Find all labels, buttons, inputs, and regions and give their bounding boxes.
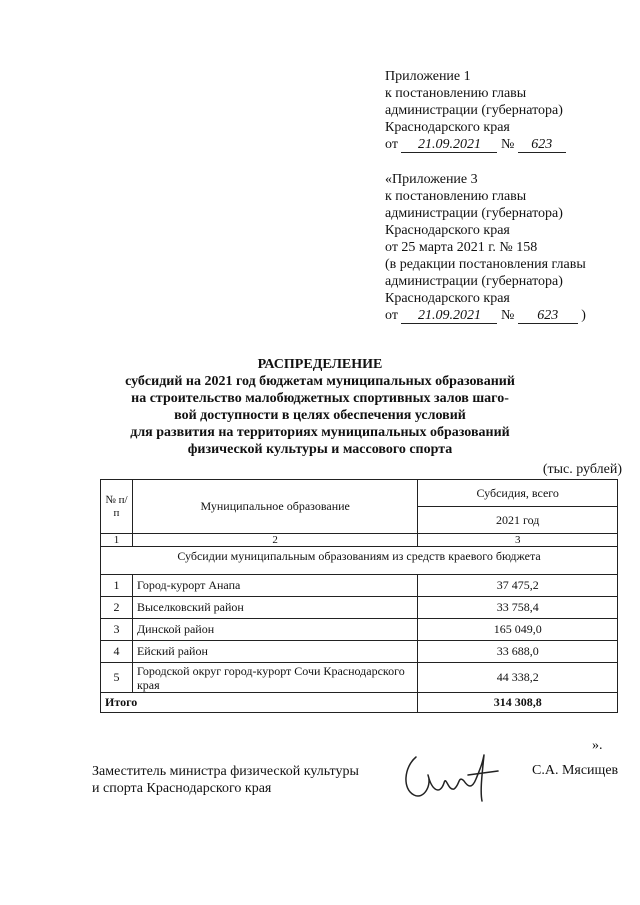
appendix-3-line: (в редакции постановления главы: [385, 257, 586, 272]
table-index-row: 1 2 3: [101, 534, 618, 547]
document-title: [90, 356, 550, 458]
handwritten-number: 623: [518, 309, 578, 324]
table-total-row: [101, 693, 618, 713]
appendix-1-line: Краснодарского края: [385, 120, 510, 135]
handwritten-signature: [398, 745, 508, 810]
appendix-3-date-line: от 21.09.2021 № 623 ): [385, 308, 586, 323]
table-row: 5 Городской округ город-курорт Сочи Краснодарского края 44 338,2: [101, 663, 618, 693]
appendix-1-line: к постановлению главы: [385, 86, 527, 101]
appendix-1-header: [385, 68, 566, 153]
appendix-3-line: к постановлению главы: [385, 189, 527, 204]
appendix-3-line: Краснодарского края: [385, 223, 510, 238]
table-row: 2 Выселковский район 33 758,4: [101, 597, 618, 619]
title-line: вой доступности в целях обеспечения условий: [174, 408, 466, 423]
distribution-table: [100, 479, 618, 713]
handwritten-date: 21.09.2021: [401, 309, 497, 324]
appendix-3-line: Краснодарского края: [385, 291, 510, 306]
table-row: 1 Город-курорт Анапа 37 475,2: [101, 575, 618, 597]
appendix-3-header: [385, 171, 586, 324]
appendix-1-date-line: от 21.09.2021 № 623: [385, 136, 566, 153]
header-subsidy: Субсидия, всего: [418, 480, 618, 507]
title-line: для развития на территориях муниципальных образований: [130, 425, 510, 440]
signatory-name: С.А. Мясищев: [532, 763, 619, 778]
table-header-row: [101, 480, 618, 507]
header-num: № п/п: [101, 480, 133, 534]
appendix-3-line: администрации (губернатора): [385, 206, 563, 221]
appendix-3-line: администрации (губернатора): [385, 274, 563, 289]
handwritten-date: 21.09.2021: [401, 138, 497, 153]
units-label: (тыс. рублей): [542, 462, 622, 477]
title-line: физической культуры и массового спорта: [187, 442, 453, 457]
signatory-position: Заместитель министра физической культуры и спорта Краснодарского края: [92, 764, 359, 796]
table-row: 4 Ейский район 33 688,0: [101, 641, 618, 663]
header-municipality: Муниципальное образование: [132, 480, 417, 534]
handwritten-number: 623: [518, 138, 566, 153]
appendix-3-line: от 25 марта 2021 г. № 158: [385, 240, 538, 255]
title-heading: РАСПРЕДЕЛЕНИЕ: [257, 357, 383, 372]
total-value: 314 308,8: [418, 693, 618, 713]
section-label: Субсидии муниципальным образованиям из средств краевого бюджета: [101, 547, 618, 575]
table-section-row: [101, 547, 618, 575]
appendix-3-line: «Приложение 3: [385, 172, 478, 187]
title-line: на строительство малобюджетных спортивных залов шаго-: [131, 391, 509, 406]
table-row: 3 Динской район 165 049,0: [101, 619, 618, 641]
header-year: 2021 год: [418, 507, 618, 534]
appendix-1-line: Приложение 1: [385, 69, 471, 84]
closing-quote: ».: [592, 738, 603, 753]
total-label: Итого: [101, 693, 418, 713]
appendix-1-line: администрации (губернатора): [385, 103, 563, 118]
title-line: субсидий на 2021 год бюджетам муниципальных образований: [125, 374, 515, 389]
